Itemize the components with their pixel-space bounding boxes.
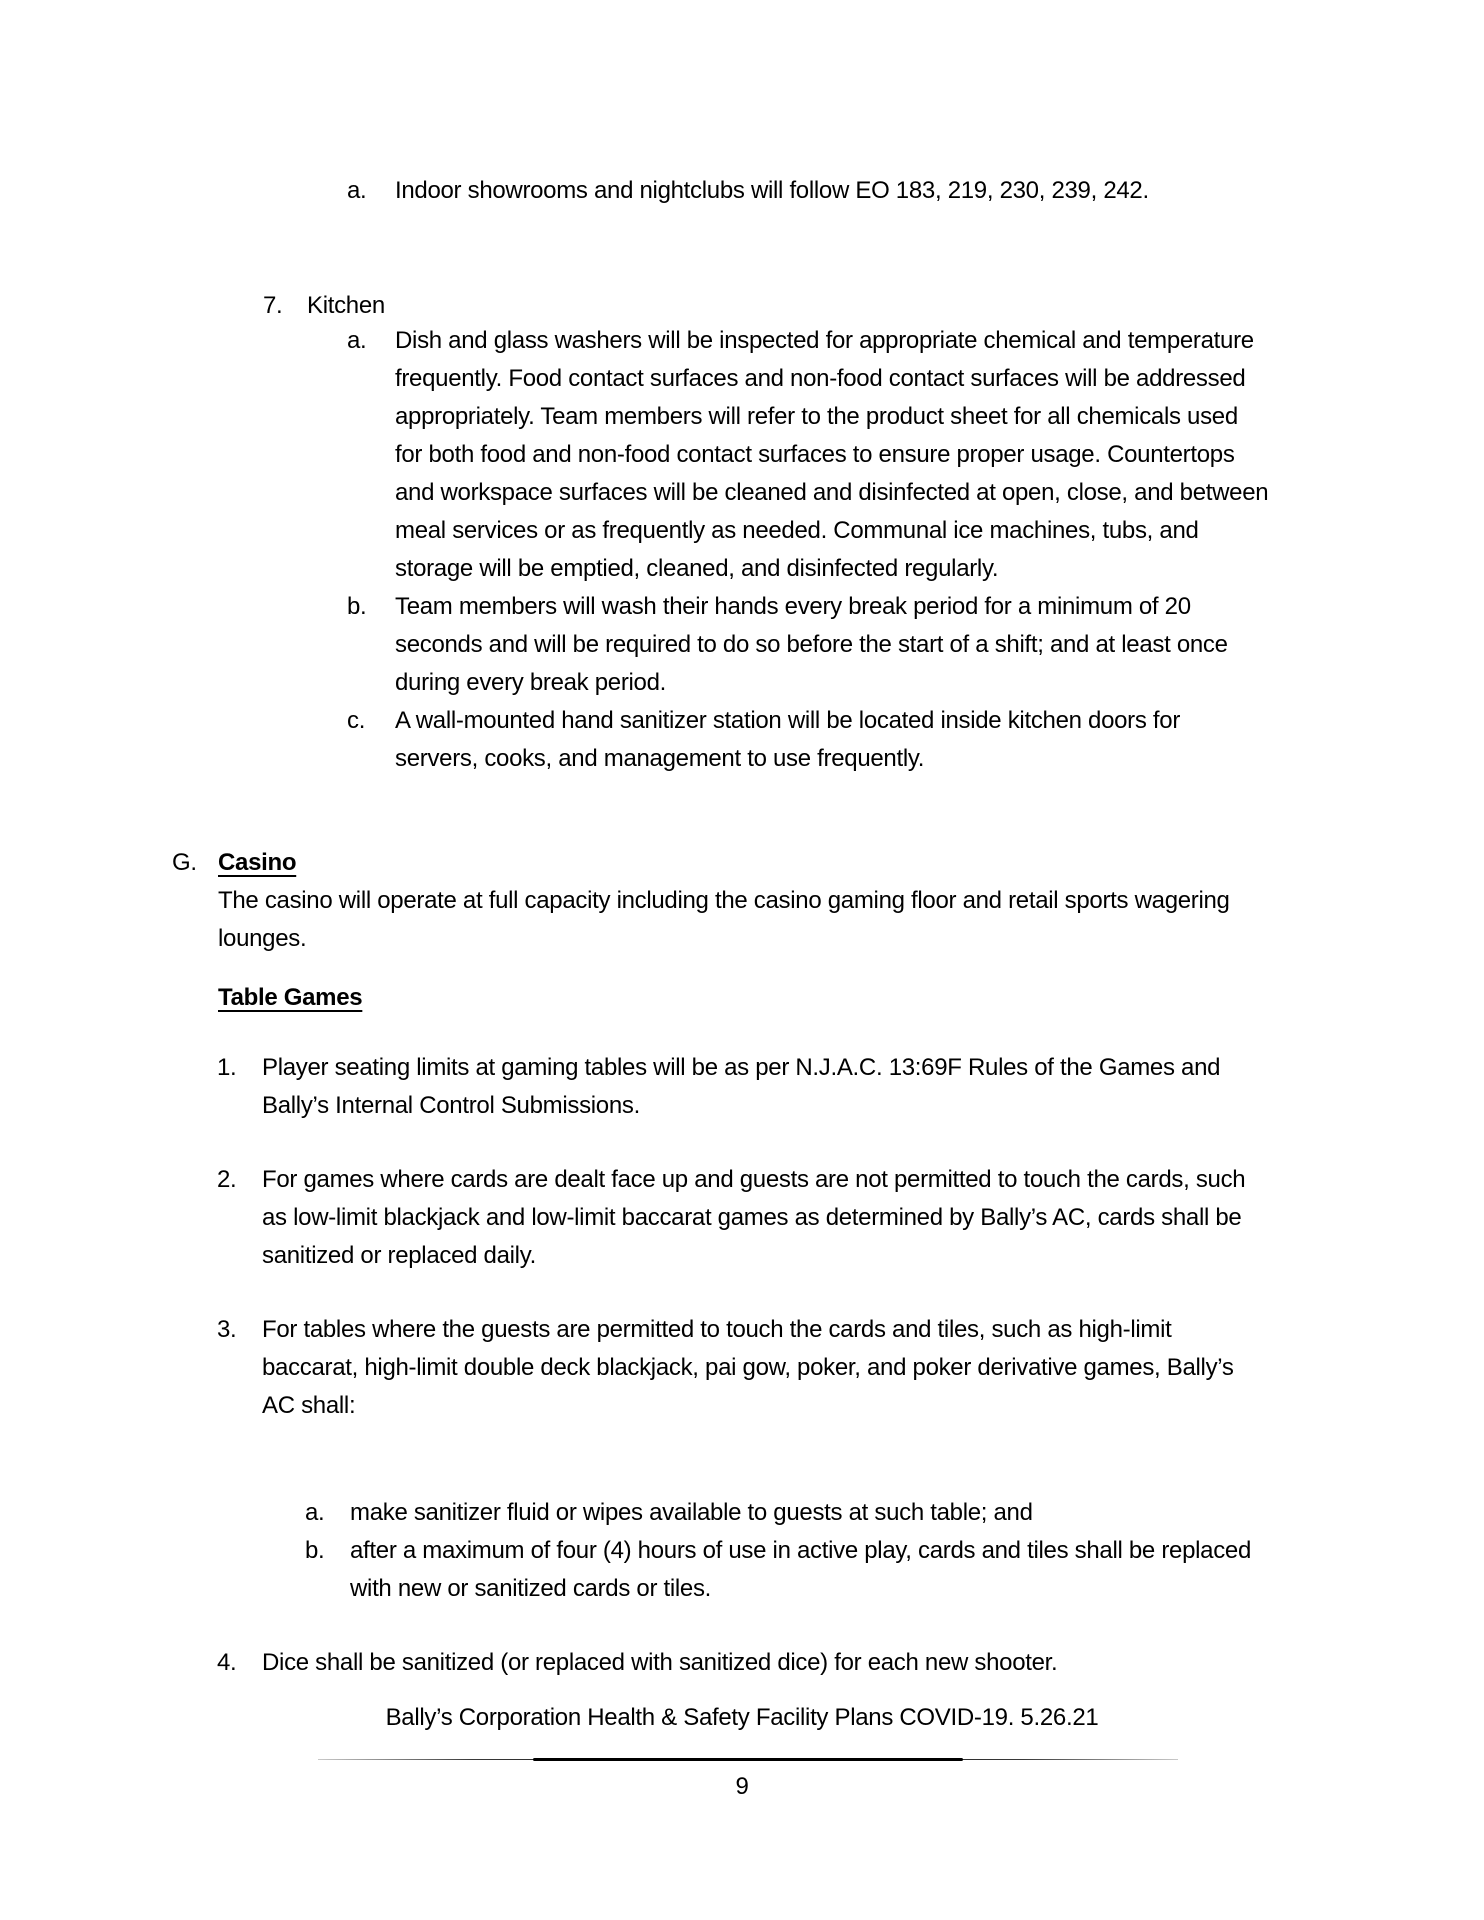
text-line: appropriately. Team members will refer to the product sheet for all chemicals used [395, 403, 1238, 430]
footer-divider-thick-line [533, 1758, 963, 1761]
kitchen-title: Kitchen [307, 292, 385, 319]
text-line: Dish and glass washers will be inspected for appropriate chemical and temperature [395, 327, 1254, 354]
list-marker: 1. [217, 1054, 237, 1081]
footer-divider [318, 1757, 1178, 1762]
casino-heading: Casino [218, 849, 297, 876]
list-marker: 4. [217, 1649, 237, 1676]
text-line: Indoor showrooms and nightclubs will follow EO 183, 219, 230, 239, 242. [395, 177, 1149, 204]
text-line: seconds and will be required to do so before the start of a shift; and at least once [395, 631, 1228, 658]
text-line: baccarat, high-limit double deck blackjack, pai gow, poker, and poker derivative games, Bally’s [262, 1354, 1234, 1381]
text-line: as low-limit blackjack and low-limit baccarat games as determined by Bally’s AC, cards shall be [262, 1204, 1242, 1231]
table-games-heading [218, 979, 362, 1017]
list-marker: b. [305, 1537, 325, 1564]
list-item-text [395, 172, 1149, 210]
page-number: 9 [735, 1773, 749, 1800]
paragraph-text [218, 882, 1230, 958]
list-item-indoor-showrooms [347, 172, 1149, 210]
footer-document-title: Bally’s Corporation Health & Safety Facility Plans COVID-19. 5.26.21 [385, 1704, 1099, 1731]
list-item-text [350, 1494, 1033, 1532]
list-marker: a. [305, 1499, 325, 1526]
list-item-table-games-3b [305, 1532, 1251, 1608]
list-marker: c. [347, 707, 366, 734]
text-line: after a maximum of four (4) hours of use in active play, cards and tiles shall be replaced [350, 1537, 1251, 1564]
text-line: Dice shall be sanitized (or replaced with sanitized dice) for each new shooter. [262, 1649, 1058, 1676]
list-item-table-games-3a [305, 1494, 1033, 1532]
list-item-table-games-2 [217, 1161, 1245, 1275]
list-marker: 2. [217, 1166, 237, 1193]
text-line: For games where cards are dealt face up and guests are not permitted to touch the cards, such [262, 1166, 1246, 1193]
list-marker: 7. [263, 292, 283, 319]
text-line: during every break period. [395, 669, 667, 696]
list-item-text [262, 1049, 1220, 1125]
list-item-table-games-1 [217, 1049, 1220, 1125]
text-line: AC shall: [262, 1392, 356, 1419]
text-line: with new or sanitized cards or tiles. [350, 1575, 712, 1602]
text-line: Bally’s Internal Control Submissions. [262, 1092, 640, 1119]
list-item-kitchen-b [347, 588, 1228, 702]
list-item-kitchen-header [263, 287, 385, 325]
text-line: lounges. [218, 925, 307, 952]
list-marker: a. [347, 327, 367, 354]
text-line: servers, cooks, and management to use frequently. [395, 745, 925, 772]
list-item-text [395, 322, 1268, 588]
text-line: make sanitizer fluid or wipes available to guests at such table; and [350, 1499, 1033, 1526]
text-line: meal services or as frequently as needed. Communal ice machines, tubs, and [395, 517, 1199, 544]
list-item-kitchen-a [347, 322, 1268, 588]
text-line: Team members will wash their hands every break period for a minimum of 20 [395, 593, 1191, 620]
section-marker: G. [172, 849, 197, 876]
list-item-text [350, 1532, 1251, 1608]
text-line: Player seating limits at gaming tables will be as per N.J.A.C. 13:69F Rules of the Games and [262, 1054, 1221, 1081]
text-line: storage will be emptied, cleaned, and disinfected regularly. [395, 555, 999, 582]
list-item-text [395, 702, 1180, 778]
list-item-kitchen-c [347, 702, 1180, 778]
text-line: for both food and non-food contact surfaces to ensure proper usage. Countertops [395, 441, 1235, 468]
text-line: A wall-mounted hand sanitizer station will be located inside kitchen doors for [395, 707, 1181, 734]
text-line: sanitized or replaced daily. [262, 1242, 536, 1269]
section-header-casino [172, 844, 296, 882]
list-marker: 3. [217, 1316, 237, 1343]
text-line: and workspace surfaces will be cleaned and disinfected at open, close, and between [395, 479, 1269, 506]
casino-paragraph [218, 882, 1230, 958]
text-line: The casino will operate at full capacity including the casino gaming floor and retail sports wagering [218, 887, 1230, 914]
list-marker: a. [347, 177, 367, 204]
list-item-text [262, 1311, 1234, 1425]
text-line: frequently. Food contact surfaces and non-food contact surfaces will be addressed [395, 365, 1246, 392]
list-item-text [262, 1644, 1057, 1682]
list-item-text [395, 588, 1228, 702]
table-games-title: Table Games [218, 984, 363, 1011]
text-line: For tables where the guests are permitted to touch the cards and tiles, such as high-limit [262, 1316, 1172, 1343]
list-marker: b. [347, 593, 367, 620]
list-item-table-games-3 [217, 1311, 1234, 1425]
list-item-text [262, 1161, 1245, 1275]
list-item-table-games-4 [217, 1644, 1057, 1682]
